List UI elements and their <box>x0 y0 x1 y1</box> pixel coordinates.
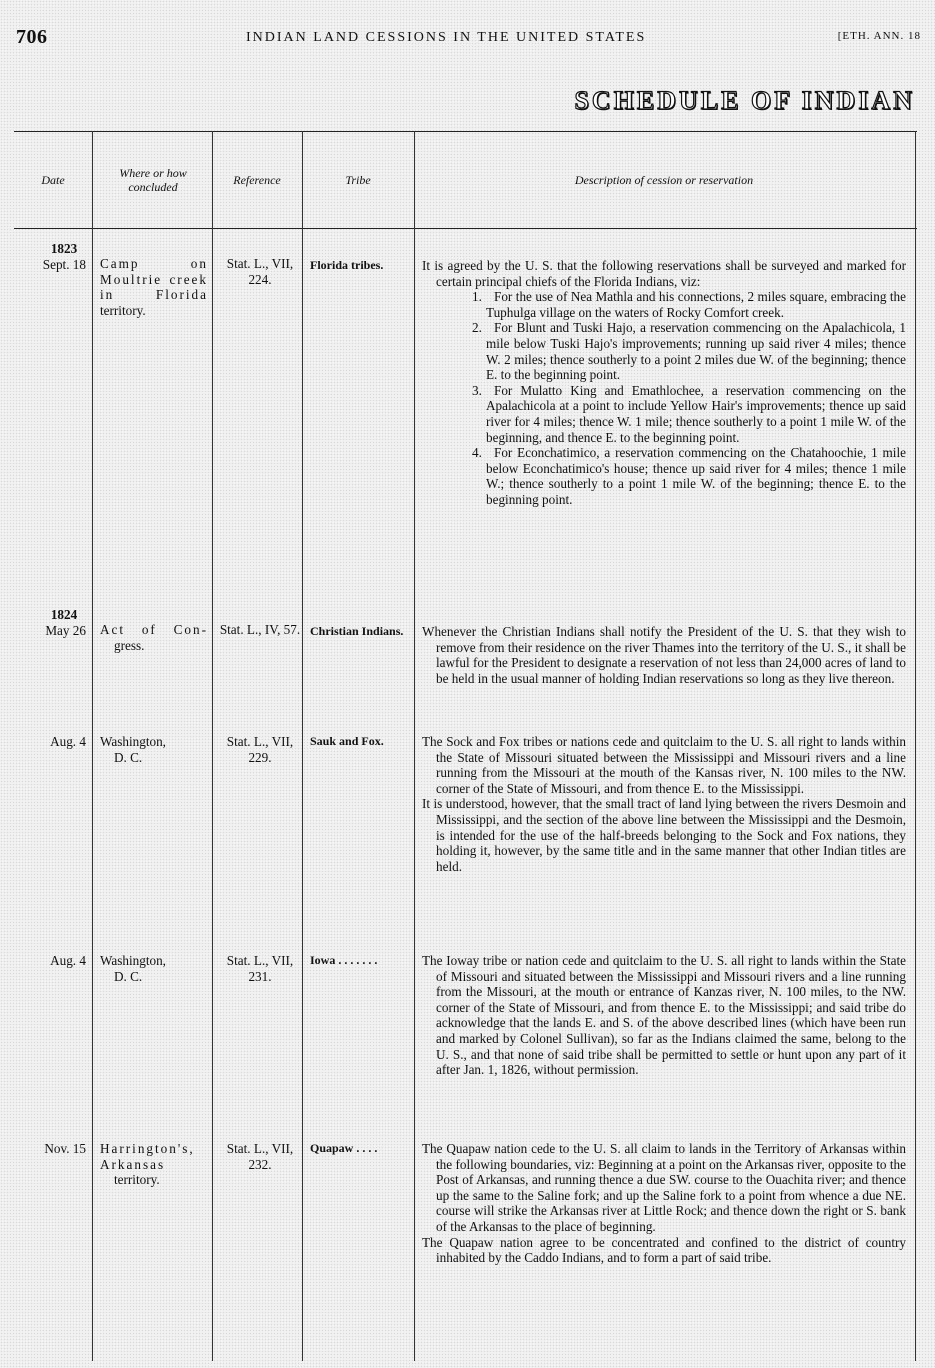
schedule-title: SCHEDULE OF INDIAN <box>574 86 915 115</box>
where-cell <box>100 622 208 653</box>
date-cell <box>14 241 86 272</box>
where-text-end: gress. <box>114 637 145 653</box>
column-header-tribe: Tribe <box>345 173 371 187</box>
tribe-cell: Iowa . . . . . . . <box>310 953 378 967</box>
tribe-cell: Florida tribes. <box>310 258 384 272</box>
year: 1823 <box>50 241 78 256</box>
column-header-reference: Reference <box>233 173 281 187</box>
column-divider <box>212 131 213 1361</box>
where-text-end: territory. <box>114 1172 160 1188</box>
reference-cell: Stat. L., VII, 231. <box>226 953 294 984</box>
page-number: 706 <box>16 26 48 48</box>
where-cell <box>100 1141 208 1188</box>
column-divider <box>414 131 415 1361</box>
column-header-description: Description of cession or reservation <box>574 173 754 187</box>
description-paragraph: The Sock and Fox tribes or nations cede and quitclaim to the U. S. all right to lands within the State of Missouri situated between the Mississippi and Missouri rivers and a line running from the Missouri at the mouth of the Kansas river, N. 100 miles to the NW. corner of the State of Missouri, and from thence E. to the Mississippi. <box>422 734 906 796</box>
reference-cell: Stat. L., VII, 232. <box>226 1141 294 1172</box>
description-cell <box>422 1141 906 1266</box>
where-text: Washington, <box>100 953 166 968</box>
date-cell: Nov. 15 <box>44 1141 86 1156</box>
list-item: 4. For Econchatimico, a reservation commencing on the Chatahoochie, 1 mile below Econchatimico's house; thence up said river for 4 miles; thence 1 mile W.; thence southerly to a point 1 mile W. of the beginning; thence E. to the beginning point. <box>472 445 906 507</box>
where-cell <box>100 953 208 984</box>
description-paragraph: The Quapaw nation agree to be concentrated and confined to the district of country inhabited by the Caddo Indians, and to form a part of said tribe. <box>422 1234 906 1266</box>
description-paragraph: It is agreed by the U. S. that the following reservations shall be surveyed and marked for certain principal chiefs of the Florida Indians, viz: <box>422 258 906 289</box>
where-text: Act of Con- <box>100 622 208 637</box>
description-paragraph: Whenever the Christian Indians shall notify the President of the U. S. that they wish to remove from their residence on the river Thames into the territory of the U. S., it shall be lawful for the President to designate a reservation of not less than 24,000 acres of land to be held in the usual manner of holding Indian reservations so long as they live thereon. <box>422 624 906 686</box>
where-cell <box>100 256 208 318</box>
description-cell <box>422 953 906 1078</box>
list-item: 1. For the use of Nea Mathla and his connections, 2 miles square, embracing the Tuphulga village on the waters of Rocky Comfort creek. <box>472 289 906 320</box>
where-text-end: territory. <box>100 302 146 318</box>
date-cell: Aug. 4 <box>50 953 86 968</box>
where-text: Washington, <box>100 734 166 749</box>
date: Sept. 18 <box>42 256 86 272</box>
reference-cell: Stat. L., VII, 224. <box>226 256 294 287</box>
where-text-end: D. C. <box>114 749 143 765</box>
date-cell: Aug. 4 <box>50 734 86 749</box>
tribe-cell: Christian Indians. <box>310 624 404 638</box>
reference-cell: Stat. L., IV, 57. <box>219 622 301 637</box>
description-cell <box>422 258 906 508</box>
tribe-cell: Sauk and Fox. <box>310 734 384 748</box>
description-cell <box>422 624 906 686</box>
description-paragraph: It is understood, however, that the small tract of land lying between the rivers Desmoin and Mississippi, and the section of the above line between the Mississippi and the Desmoin, is intended for the use of the half-breeds belonging to the Sock and Fox nations, they holding it, however, by the same title and in the same manner that other Indian titles are held. <box>422 796 906 874</box>
column-header-where: Where or how concluded <box>119 166 187 194</box>
description-cell <box>422 734 906 874</box>
table-top-rule <box>14 131 917 132</box>
description-paragraph: The Ioway tribe or nation cede and quitclaim to the U. S. all right to lands within the State of Missouri and situated between the Mississippi and Missouri rivers and a line running from the Missouri, at the mouth or entrance of Kanzas river, N. 100 miles, to the NW. corner of the State of Missouri, and from thence E. to the Mississippi; and said tribe do acknowledge that the lands E. and S. of the above described lines (which have been run and marked by Colonel Sullivan), so far as the Indians claimed the same, belong to the U. S., and that none of said tribe shall be permitted to settle or hunt upon any part of it after Jan. 1, 1826, without permission. <box>422 953 906 1078</box>
column-divider <box>92 131 93 1361</box>
where-text-end: D. C. <box>114 968 143 984</box>
running-head <box>16 26 921 48</box>
table-header-rule <box>14 228 917 229</box>
column-divider <box>915 131 916 1361</box>
running-head-right: [ETH. ANN. 18 <box>837 30 921 42</box>
list-item: 3. For Mulatto King and Emathlochee, a reservation commencing on the Apalachicola at a point to include Yellow Hair's improvements; thence up said river for 4 miles; thence W. 1 mile; thence southerly to a point 1 mile W. of the beginning, and thence E. to the beginning point. <box>472 382 906 445</box>
column-header-date: Date <box>41 173 65 187</box>
running-title: INDIAN LAND CESSIONS IN THE UNITED STATES <box>246 30 647 45</box>
year: 1824 <box>50 607 78 622</box>
date: May 26 <box>45 622 86 638</box>
column-divider <box>302 131 303 1361</box>
where-text: Camp on Moultrie creek in Florida <box>100 256 208 303</box>
where-text: Harrington's, Arkansas <box>100 1141 195 1172</box>
date-cell <box>14 607 86 638</box>
tribe-cell: Quapaw . . . . <box>310 1141 378 1155</box>
list-item: 2. For Blunt and Tuski Hajo, a reservation commencing on the Apalachicola, 1 mile below Tuski Hajo's improvements; running up said river 4 miles; thence W. 2 miles; thence southerly to a point 2 miles due W. of the beginning; thence E. to the beginning point. <box>472 320 906 383</box>
cessions-table <box>14 131 917 1361</box>
where-cell <box>100 734 208 765</box>
description-paragraph: The Quapaw nation cede to the U. S. all claim to lands in the Territory of Arkansas within the following boundaries, viz: Beginning at a point on the Arkansas river, opposite to the Post of Arkansas, and running thence a due SW. course to the Ouachita river; and thence up the same to the Saline fork; and up the Saline fork to a point from whence a due NE. course will strike the Arkansas river at Little Rock; and thence down the right or S. bank of the Arkansas to the place of beginning. <box>422 1141 906 1234</box>
reference-cell: Stat. L., VII, 229. <box>226 734 294 765</box>
